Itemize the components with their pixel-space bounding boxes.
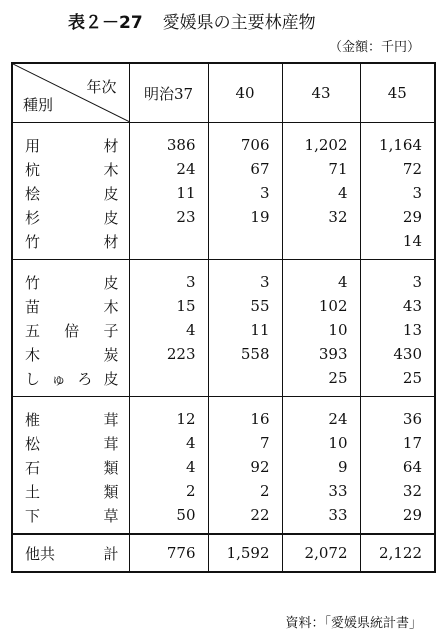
row-label-char: 松	[25, 434, 41, 453]
row-label	[12, 342, 129, 366]
value-cell	[208, 229, 282, 260]
row-label-char: 五	[25, 321, 41, 340]
value-cell: 2	[129, 479, 208, 503]
forest-products-table	[11, 62, 436, 573]
value-cell: 2	[208, 479, 282, 503]
value-cell: 4	[129, 431, 208, 455]
table-row	[12, 123, 435, 158]
value-cell: 24	[282, 397, 360, 432]
row-label	[12, 205, 129, 229]
value-cell: 19	[208, 205, 282, 229]
value-cell	[282, 229, 360, 260]
value-cell: 50	[129, 503, 208, 534]
row-label	[12, 397, 129, 432]
value-cell: 13	[360, 318, 435, 342]
row-label-char: 倍	[64, 321, 80, 340]
value-cell: 92	[208, 455, 282, 479]
row-label	[12, 229, 129, 260]
row-label	[12, 366, 129, 397]
value-cell: 10	[282, 431, 360, 455]
value-cell: 2,072	[282, 534, 360, 572]
value-cell: 1,164	[360, 123, 435, 158]
value-cell: 32	[282, 205, 360, 229]
row-label	[12, 479, 129, 503]
value-cell: 23	[129, 205, 208, 229]
unit-note: （金額：千円）	[328, 40, 420, 55]
table-row	[12, 318, 435, 342]
value-cell	[129, 229, 208, 260]
row-label-char: 類	[103, 458, 119, 477]
table-row	[12, 366, 435, 397]
value-cell: 29	[360, 205, 435, 229]
value-cell: 1,592	[208, 534, 282, 572]
table-title-text: 愛媛県の主要林産物	[162, 13, 316, 33]
table-row	[12, 181, 435, 205]
value-cell	[129, 366, 208, 397]
value-cell: 71	[282, 157, 360, 181]
value-cell: 33	[282, 479, 360, 503]
table-row	[12, 431, 435, 455]
row-label-char: 草	[103, 506, 119, 525]
value-cell: 3	[360, 260, 435, 295]
value-cell: 43	[360, 294, 435, 318]
value-cell: 72	[360, 157, 435, 181]
row-label	[12, 157, 129, 181]
value-cell	[208, 366, 282, 397]
row-label-char: 材	[103, 232, 119, 251]
row-label-char: 竹	[25, 273, 41, 292]
value-cell: 4	[129, 318, 208, 342]
table-row	[12, 260, 435, 295]
value-cell: 3	[208, 181, 282, 205]
value-cell: 22	[208, 503, 282, 534]
value-cell: 29	[360, 503, 435, 534]
value-cell: 25	[360, 366, 435, 397]
value-cell: 223	[129, 342, 208, 366]
row-label-char: 類	[103, 482, 119, 501]
table-row	[12, 205, 435, 229]
value-cell: 776	[129, 534, 208, 572]
value-cell: 430	[360, 342, 435, 366]
value-cell: 24	[129, 157, 208, 181]
row-label	[12, 318, 129, 342]
total-row	[12, 534, 435, 572]
value-cell: 14	[360, 229, 435, 260]
row-label-char: 木	[25, 345, 41, 364]
row-label	[12, 455, 129, 479]
row-label	[12, 260, 129, 295]
value-cell: 3	[360, 181, 435, 205]
value-cell: 3	[129, 260, 208, 295]
row-label-char: 皮	[103, 208, 119, 227]
corner-label-year: 年次	[86, 78, 117, 96]
value-cell: 4	[129, 455, 208, 479]
row-label-char: 杭	[25, 160, 41, 179]
table-row	[12, 503, 435, 534]
value-cell: 3	[208, 260, 282, 295]
value-cell: 11	[129, 181, 208, 205]
row-label-char: 用	[25, 136, 41, 155]
value-cell: 67	[208, 157, 282, 181]
year-header: 明治37	[129, 63, 208, 123]
row-label-char: ゅ	[51, 369, 67, 388]
row-label-char: し	[25, 369, 41, 388]
row-label-char: 茸	[103, 434, 119, 453]
value-cell: 55	[208, 294, 282, 318]
row-label-char: 苗	[25, 297, 41, 316]
value-cell: 10	[282, 318, 360, 342]
row-label	[12, 431, 129, 455]
value-cell: 393	[282, 342, 360, 366]
row-label-char: 茸	[103, 410, 119, 429]
table-row	[12, 397, 435, 432]
row-label-char: 材	[103, 136, 119, 155]
value-cell: 25	[282, 366, 360, 397]
source-note: 資料：「愛媛県統計書」	[285, 616, 422, 631]
value-cell: 4	[282, 181, 360, 205]
table-row	[12, 479, 435, 503]
table-row	[12, 157, 435, 181]
corner-label-type: 種別	[23, 96, 54, 114]
value-cell: 558	[208, 342, 282, 366]
value-cell: 12	[129, 397, 208, 432]
table-row	[12, 342, 435, 366]
row-label-char: 石	[25, 458, 41, 477]
value-cell: 1,202	[282, 123, 360, 158]
header-row	[12, 63, 435, 123]
table-row	[12, 294, 435, 318]
value-cell: 33	[282, 503, 360, 534]
header-corner-cell	[12, 63, 129, 123]
value-cell: 706	[208, 123, 282, 158]
row-label	[12, 181, 129, 205]
row-label-char: 竹	[25, 232, 41, 251]
row-label	[12, 123, 129, 158]
row-label-char: 皮	[103, 369, 119, 388]
row-label	[12, 294, 129, 318]
row-label-char: 子	[103, 321, 119, 340]
row-label	[12, 534, 129, 572]
row-label-char: 土	[25, 482, 41, 501]
row-label-char: ろ	[77, 369, 93, 388]
value-cell: 17	[360, 431, 435, 455]
row-label-char: 炭	[103, 345, 119, 364]
value-cell: 2,122	[360, 534, 435, 572]
value-cell: 64	[360, 455, 435, 479]
row-label-char: 木	[103, 160, 119, 179]
table-number: 表２－27	[68, 13, 143, 33]
value-cell: 7	[208, 431, 282, 455]
row-label	[12, 503, 129, 534]
year-header: 43	[282, 63, 360, 123]
year-header: 40	[208, 63, 282, 123]
table-row	[12, 229, 435, 260]
value-cell: 36	[360, 397, 435, 432]
row-label-char: 木	[103, 297, 119, 316]
year-header: 45	[360, 63, 435, 123]
row-label-char: 皮	[103, 184, 119, 203]
row-label-char: 他共	[25, 544, 56, 563]
value-cell: 15	[129, 294, 208, 318]
value-cell: 16	[208, 397, 282, 432]
value-cell: 11	[208, 318, 282, 342]
table-title	[68, 8, 316, 33]
row-label-char: 下	[25, 506, 41, 525]
row-label-char: 桧	[25, 184, 41, 203]
value-cell: 102	[282, 294, 360, 318]
row-label-char: 計	[103, 544, 119, 563]
table-row	[12, 455, 435, 479]
row-label-char: 杉	[25, 208, 41, 227]
row-label-char: 皮	[103, 273, 119, 292]
value-cell: 32	[360, 479, 435, 503]
value-cell: 9	[282, 455, 360, 479]
row-label-char: 椎	[25, 410, 41, 429]
value-cell: 4	[282, 260, 360, 295]
value-cell: 386	[129, 123, 208, 158]
